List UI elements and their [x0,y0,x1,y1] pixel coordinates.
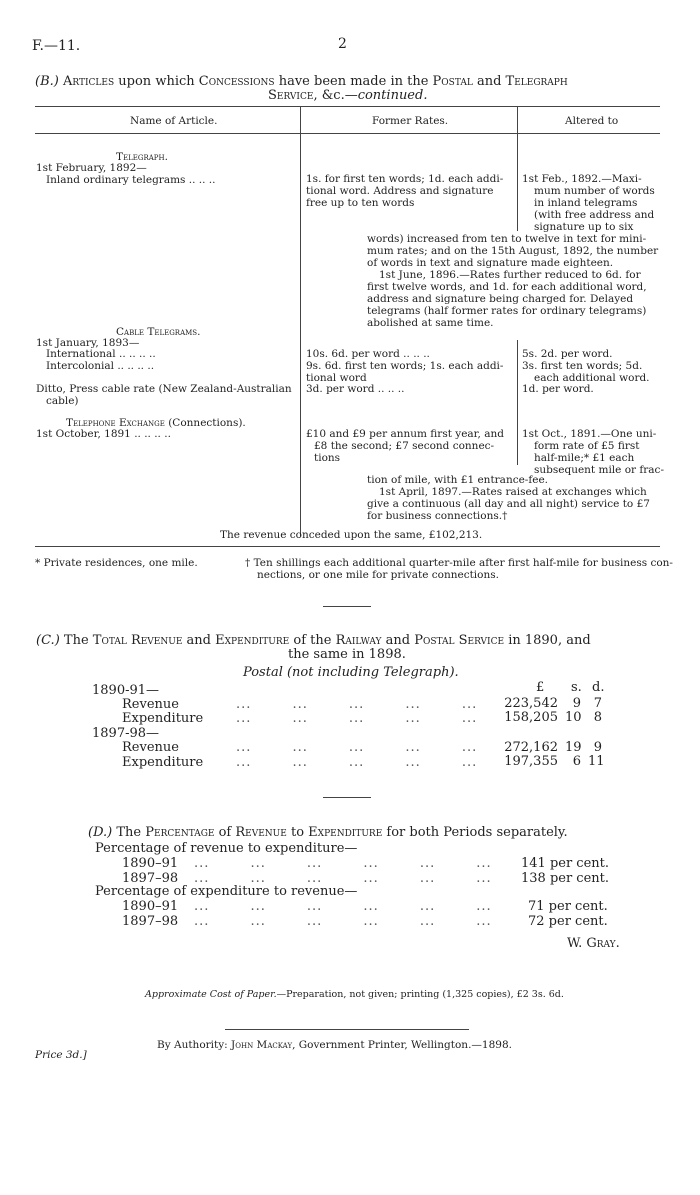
section-divider-1 [323,606,371,607]
cable-heading: Cable Telegrams. [116,326,201,338]
amount-shillings: 19 [565,740,582,755]
telegraph-date: 1st February, 1892— [36,162,147,174]
amount-pounds: 197,355 [504,754,558,769]
col-pounds-header: £ [536,680,545,695]
year-label: 1897–98 [122,914,179,929]
section-b-title-line1: (B.) Articles upon which Concessions have been made in the Postal and Telegraph [35,74,568,89]
cable-former-intercolonial: 9s. 6d. first ten words; 1s. each addi- tional word [306,360,504,384]
leader-dots: ... ... ... ... ... ... [194,856,492,871]
table-top-rule [35,106,660,107]
telegraph-former-rates: 1s. for first ten words; 1d. each addi- tional word. Address and signature free up to ten words [306,173,504,209]
price: Price 3d.] [35,1049,87,1061]
page-number: 2 [338,36,347,52]
cable-altered-international: 5s. 2d. per word. [522,348,613,360]
telephone-continuation: tion of mile, with £1 entrance-fee. 1st April, 1897.—Rates raised at exchanges which give a continuous (all day and all night) service to £7 for business connections.† [367,474,650,522]
cable-former-international: 10s. 6d. per word .. .. .. [306,348,430,360]
section-divider-2 [323,797,371,798]
authority-rule [225,1029,469,1030]
column-divider-1 [300,106,301,536]
telephone-altered-rates: 1st Oct., 1891.—One uni- form rate of £5 first half-mile;* £1 each subsequent mile or frac- [522,428,664,476]
percentage-value: 71 per cent. [528,899,608,914]
leader-dots: ... ... ... ... ... ... [194,899,492,914]
section-c-title-line2: the same in 1898. [288,647,406,662]
leader-dots: ... ... ... ... ... [236,711,478,726]
footnote-private-residences: * Private residences, one mile. [35,557,198,569]
amount-pence: 8 [593,710,602,725]
cable-article-press: Ditto, Press cable rate (New Zealand-Australian cable) [36,383,292,407]
section-c-subtitle: Postal (not including Telegraph). [243,665,459,680]
row-label: Expenditure [122,755,204,770]
footnote-ten-shillings: † Ten shillings each additional quarter-mile after first half-mile for business con- nections, or one mile for private connections. [245,557,673,581]
authority-line: By Authority: John Mackay, Government Printer, Wellington.—1898. [157,1039,512,1051]
column-header-altered: Altered to [565,115,619,127]
telegraph-heading: Telegraph. [116,151,168,163]
table-header-rule [35,133,660,134]
period-label: 1897-98— [92,726,160,741]
table-bottom-rule [35,546,660,547]
col-shillings-header: s. [571,680,582,695]
row-label: Expenditure [122,711,204,726]
amount-pence: 11 [588,754,605,769]
year-label: 1897–98 [122,871,179,886]
cable-article-international: International .. .. .. .. [46,348,156,360]
leader-dots: ... ... ... ... ... [236,697,478,712]
cable-altered-intercolonial: 3s. first ten words; 5d. each additional word. [522,360,650,384]
cable-article-intercolonial: Intercolonial .. .. .. .. [46,360,155,372]
leader-dots: ... ... ... ... ... [236,740,478,755]
group-label: Percentage of expenditure to revenue— [95,884,358,899]
section-d-title: (D.) The Percentage of Revenue to Expenditure for both Periods separately. [88,825,568,840]
row-label: Revenue [122,740,179,755]
cable-date: 1st January, 1893— [36,337,140,349]
cable-altered-press: 1d. per word. [522,383,594,395]
column-header-former: Former Rates. [372,115,449,127]
percentage-value: 138 per cent. [521,871,610,886]
year-label: 1890–91 [122,899,179,914]
amount-pence: 7 [593,696,602,711]
cable-former-press: 3d. per word .. .. .. [306,383,405,395]
telephone-former-rates: £10 and £9 per annum first year, and £8 the second; £7 second connec- tions [306,428,504,464]
column-divider-2b [517,340,518,465]
amount-pounds: 223,542 [504,696,558,711]
percentage-value: 141 per cent. [521,856,610,871]
amount-shillings: 6 [572,754,581,769]
leader-dots: ... ... ... ... ... ... [194,914,492,929]
telegraph-altered-rates: 1st Feb., 1892.—Maxi- mum number of words in inland telegrams (with free address and signature up to six [522,173,655,233]
telegraph-article: Inland ordinary telegrams .. .. .. [46,174,216,186]
row-label: Revenue [122,697,179,712]
amount-shillings: 9 [572,696,581,711]
leader-dots: ... ... ... ... ... ... [194,871,492,886]
section-c-title-line1: (C.) The Total Revenue and Expenditure of the Railway and Postal Service in 1890, and [36,633,591,648]
telegraph-continuation: words) increased from ten to twelve in text for mini- mum rates; and on the 15th August, 1892, the number of words in text and signature made eighteen. 1st June, 1896.—Rates further reduced to 6d. for first twelve words, and 1d. for each additional word, address and signature being charged for. Delayed telegrams (half former rates for ordinary telegrams) abolished at same time. [367,233,659,329]
leader-dots: ... ... ... ... ... [236,755,478,770]
revenue-conceded: The revenue conceded upon the same, £102,213. [220,529,483,541]
document-code: F.—11. [32,38,81,54]
column-header-article: Name of Article. [130,115,218,127]
signature: W. Gray. [567,936,620,951]
percentage-value: 72 per cent. [528,914,608,929]
cost-of-paper: Approximate Cost of Paper.—Preparation, not given; printing (1,325 copies), £2 3s. 6d. [145,989,564,1000]
amount-pounds: 158,205 [504,710,558,725]
amount-pence: 9 [593,740,602,755]
telephone-heading: Telephone Exchange (Connections). [66,417,246,429]
amount-pounds: 272,162 [504,740,558,755]
col-pence-header: d. [592,680,605,695]
year-label: 1890–91 [122,856,179,871]
column-divider-2a [517,106,518,231]
telephone-date: 1st October, 1891 .. .. .. .. [36,428,171,440]
amount-shillings: 10 [565,710,582,725]
section-b-title-line2: Service, &c.—continued. [268,88,428,103]
group-label: Percentage of revenue to expenditure— [95,841,358,856]
period-label: 1890-91— [92,683,160,698]
